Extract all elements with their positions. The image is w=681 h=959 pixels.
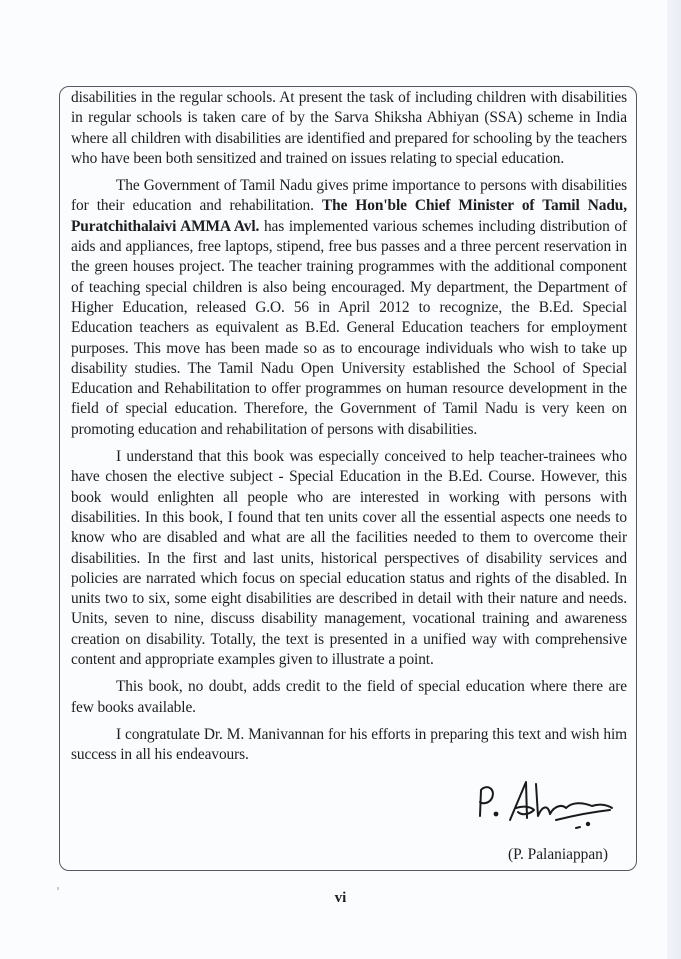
signatory-name: (P. Palaniappan): [507, 846, 608, 863]
handwritten-signature-icon: [472, 776, 622, 836]
paragraph-2: [71, 176, 627, 440]
paragraph-5: [71, 725, 627, 766]
paragraph-text: This book, no doubt, adds credit to the field of special education where there are few books available.: [71, 678, 627, 716]
foreword-body: [71, 88, 627, 773]
scan-edge-shadow: [667, 0, 681, 959]
paragraph-1: [71, 88, 627, 169]
chief-minister-name: The Hon'ble Chief Minister of Tamil Nadu, Puratchithalaivi AMMA Avl.: [71, 197, 628, 235]
page-number: vi: [334, 890, 347, 906]
paragraph-3: [71, 447, 627, 670]
paragraph-4: [71, 677, 627, 718]
paragraph-text: has implemented various schemes including distribution of aids and appliances, free laptops, stipend, free bus passes and a three percent reservation in the green houses project. The teacher training programmes with the additional component of teaching special children is also being encouraged. My department, the Department of Higher Education, released G.O. 56 in April 2012 to recognize, the B.Ed. Special Education teachers as equivalent as B.Ed. General Education teachers for employment purposes. This move has been made so as to encourage individuals who wish to take up disability studies. The Tamil Nadu Open University established the School of Special Education and Rehabilitation to offer programmes on human resource development in the field of special education. Therefore, the Government of Tamil Nadu is very keen on promoting education and rehabilitation of persons with disabilities.: [71, 217, 628, 438]
paragraph-text: I understand that this book was especially conceived to help teacher-trainees who have chosen the elective subject - Special Education in the B.Ed. Course. However, this book would enlighten all people who are interested in working with persons with disabilities. In this book, I found that ten units cover all the essential aspects one needs to know who are disabled and what are all the facilities needed to them to overcome their disabilities. In the first and last units, historical perspectives of disability services and policies are narrated which focus on special education status and rights of the disabled. In units two to six, some eight disabilities are described in detail with their nature and needs. Units, seven to nine, discuss disability management, vocational training and awareness creation on disability. Totally, the text is presented in a unified way with comprehensive content and appropriate examples given to illustrate a point.: [71, 448, 627, 669]
paragraph-text: disabilities in the regular schools. At present the task of including children with disabilities in regular schools is taken care of by the Sarva Shiksha Abhiyan (SSA) scheme in India where all children with disabilities are identified and prepared for schooling by the teachers who have been both sensitized and trained on issues relating to special education.: [71, 89, 627, 167]
paragraph-text: The Government of Tamil Nadu gives prime importance to persons with disabilities for their education and rehabilitation.: [71, 177, 627, 215]
paragraph-text: I congratulate Dr. M. Manivannan for his efforts in preparing this text and wish him success in all his endeavours.: [71, 725, 627, 764]
